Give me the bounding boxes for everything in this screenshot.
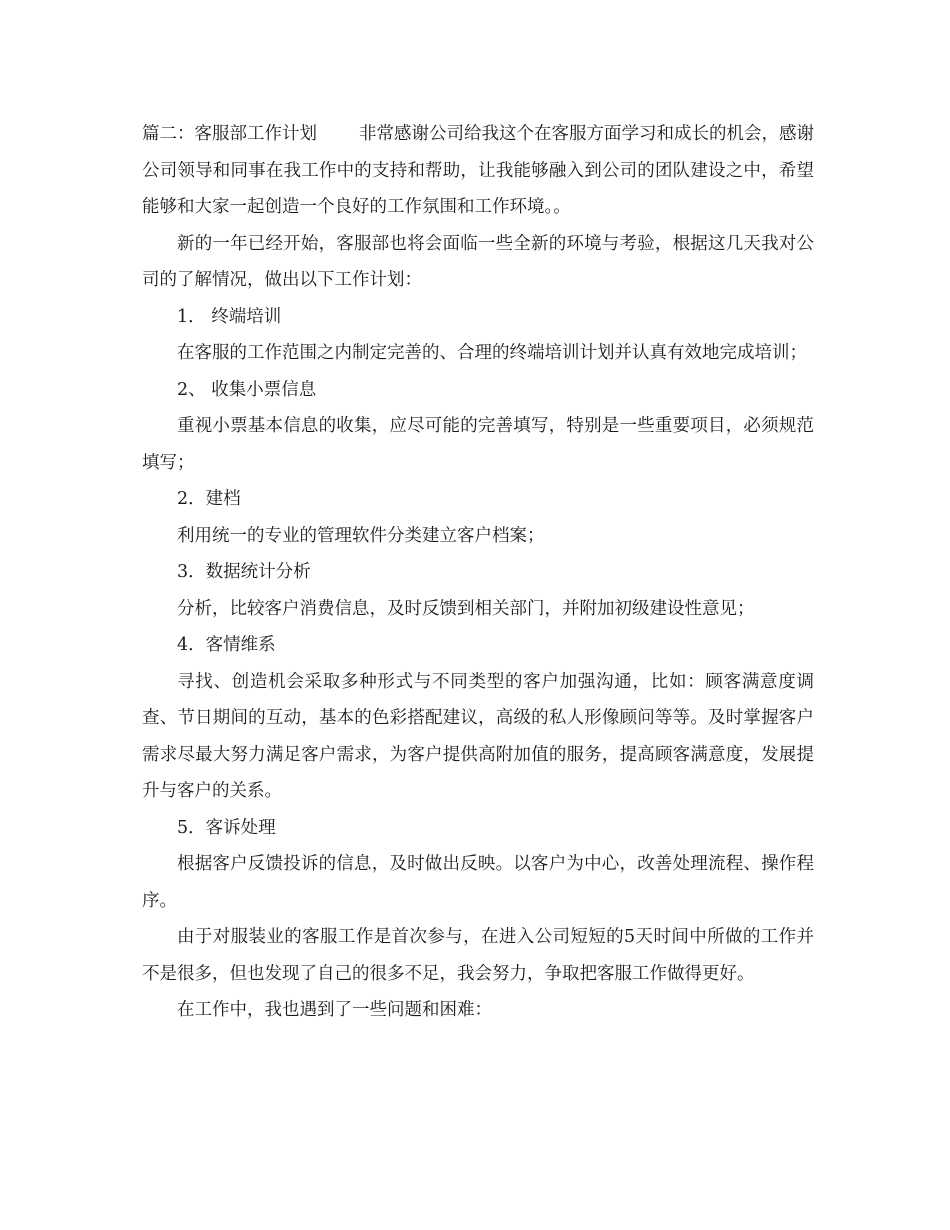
item-body-customer-relations: 寻找、创造机会采取多种形式与不同类型的客户加强沟通，比如：顾客满意度调查、节日期间的互动，基本的色彩搭配建议，高级的私人形像顾问等等。及时掌握客户需求尽最大努力满足客户需求，为客户提供高附加值的服务，提高顾客满意度，发展提升与客户的关系。	[142, 671, 814, 801]
paragraph-intro: 非常感谢公司给我这个在客服方面学习和成长的机会，感谢公司领导和同事在我工作中的支持和帮助，让我能够融入到公司的团队建设之中，希望能够和大家一起创造一个良好的工作氛围和工作环境。。	[142, 124, 814, 217]
item-heading-terminal-training: 1． 终端培训	[177, 306, 282, 327]
opening-paragraph	[142, 116, 814, 226]
item-body-statistics: 分析，比较客户消费信息，及时反馈到相关部门，并附加初级建设性意见；	[177, 598, 755, 619]
item-heading-statistics: 3．数据统计分析	[177, 562, 311, 582]
item-heading-customer-relations: 4．客情维系	[177, 635, 276, 655]
item-body-archive: 利用统一的专业的管理软件分类建立客户档案；	[177, 525, 545, 546]
section-title: 篇二：客服部工作计划	[142, 124, 317, 144]
item-heading-archive: 2．建档	[177, 489, 241, 509]
item-body-receipt-info: 重视小票基本信息的收集，应尽可能的完善填写，特别是一些重要项目，必须规范填写；	[142, 416, 814, 473]
item-heading-receipt-info: 2、 收集小票信息	[177, 379, 317, 400]
document-body	[142, 116, 814, 1029]
item-body-terminal-training: 在客服的工作范围之内制定完善的、合理的终端培训计划并认真有效地完成培训；	[177, 343, 807, 363]
paragraph-plan-intro: 新的一年已经开始，客服部也将会面临一些全新的环境与考验，根据这几天我对公司的了解情况，做出以下工作计划：	[142, 233, 814, 290]
paragraph-reflection: 由于对服装业的客服工作是首次参与，在进入公司短短的5天时间中所做的工作并不是很多，但也发现了自己的很多不足，我会努力，争取把客服工作做得更好。	[142, 927, 814, 984]
item-body-complaints: 根据客户反馈投诉的信息，及时做出反映。以客户为中心，改善处理流程、操作程序。	[142, 854, 814, 911]
item-heading-complaints: 5．客诉处理	[177, 817, 276, 838]
paragraph-problems: 在工作中，我也遇到了一些问题和困难：	[177, 1000, 492, 1020]
